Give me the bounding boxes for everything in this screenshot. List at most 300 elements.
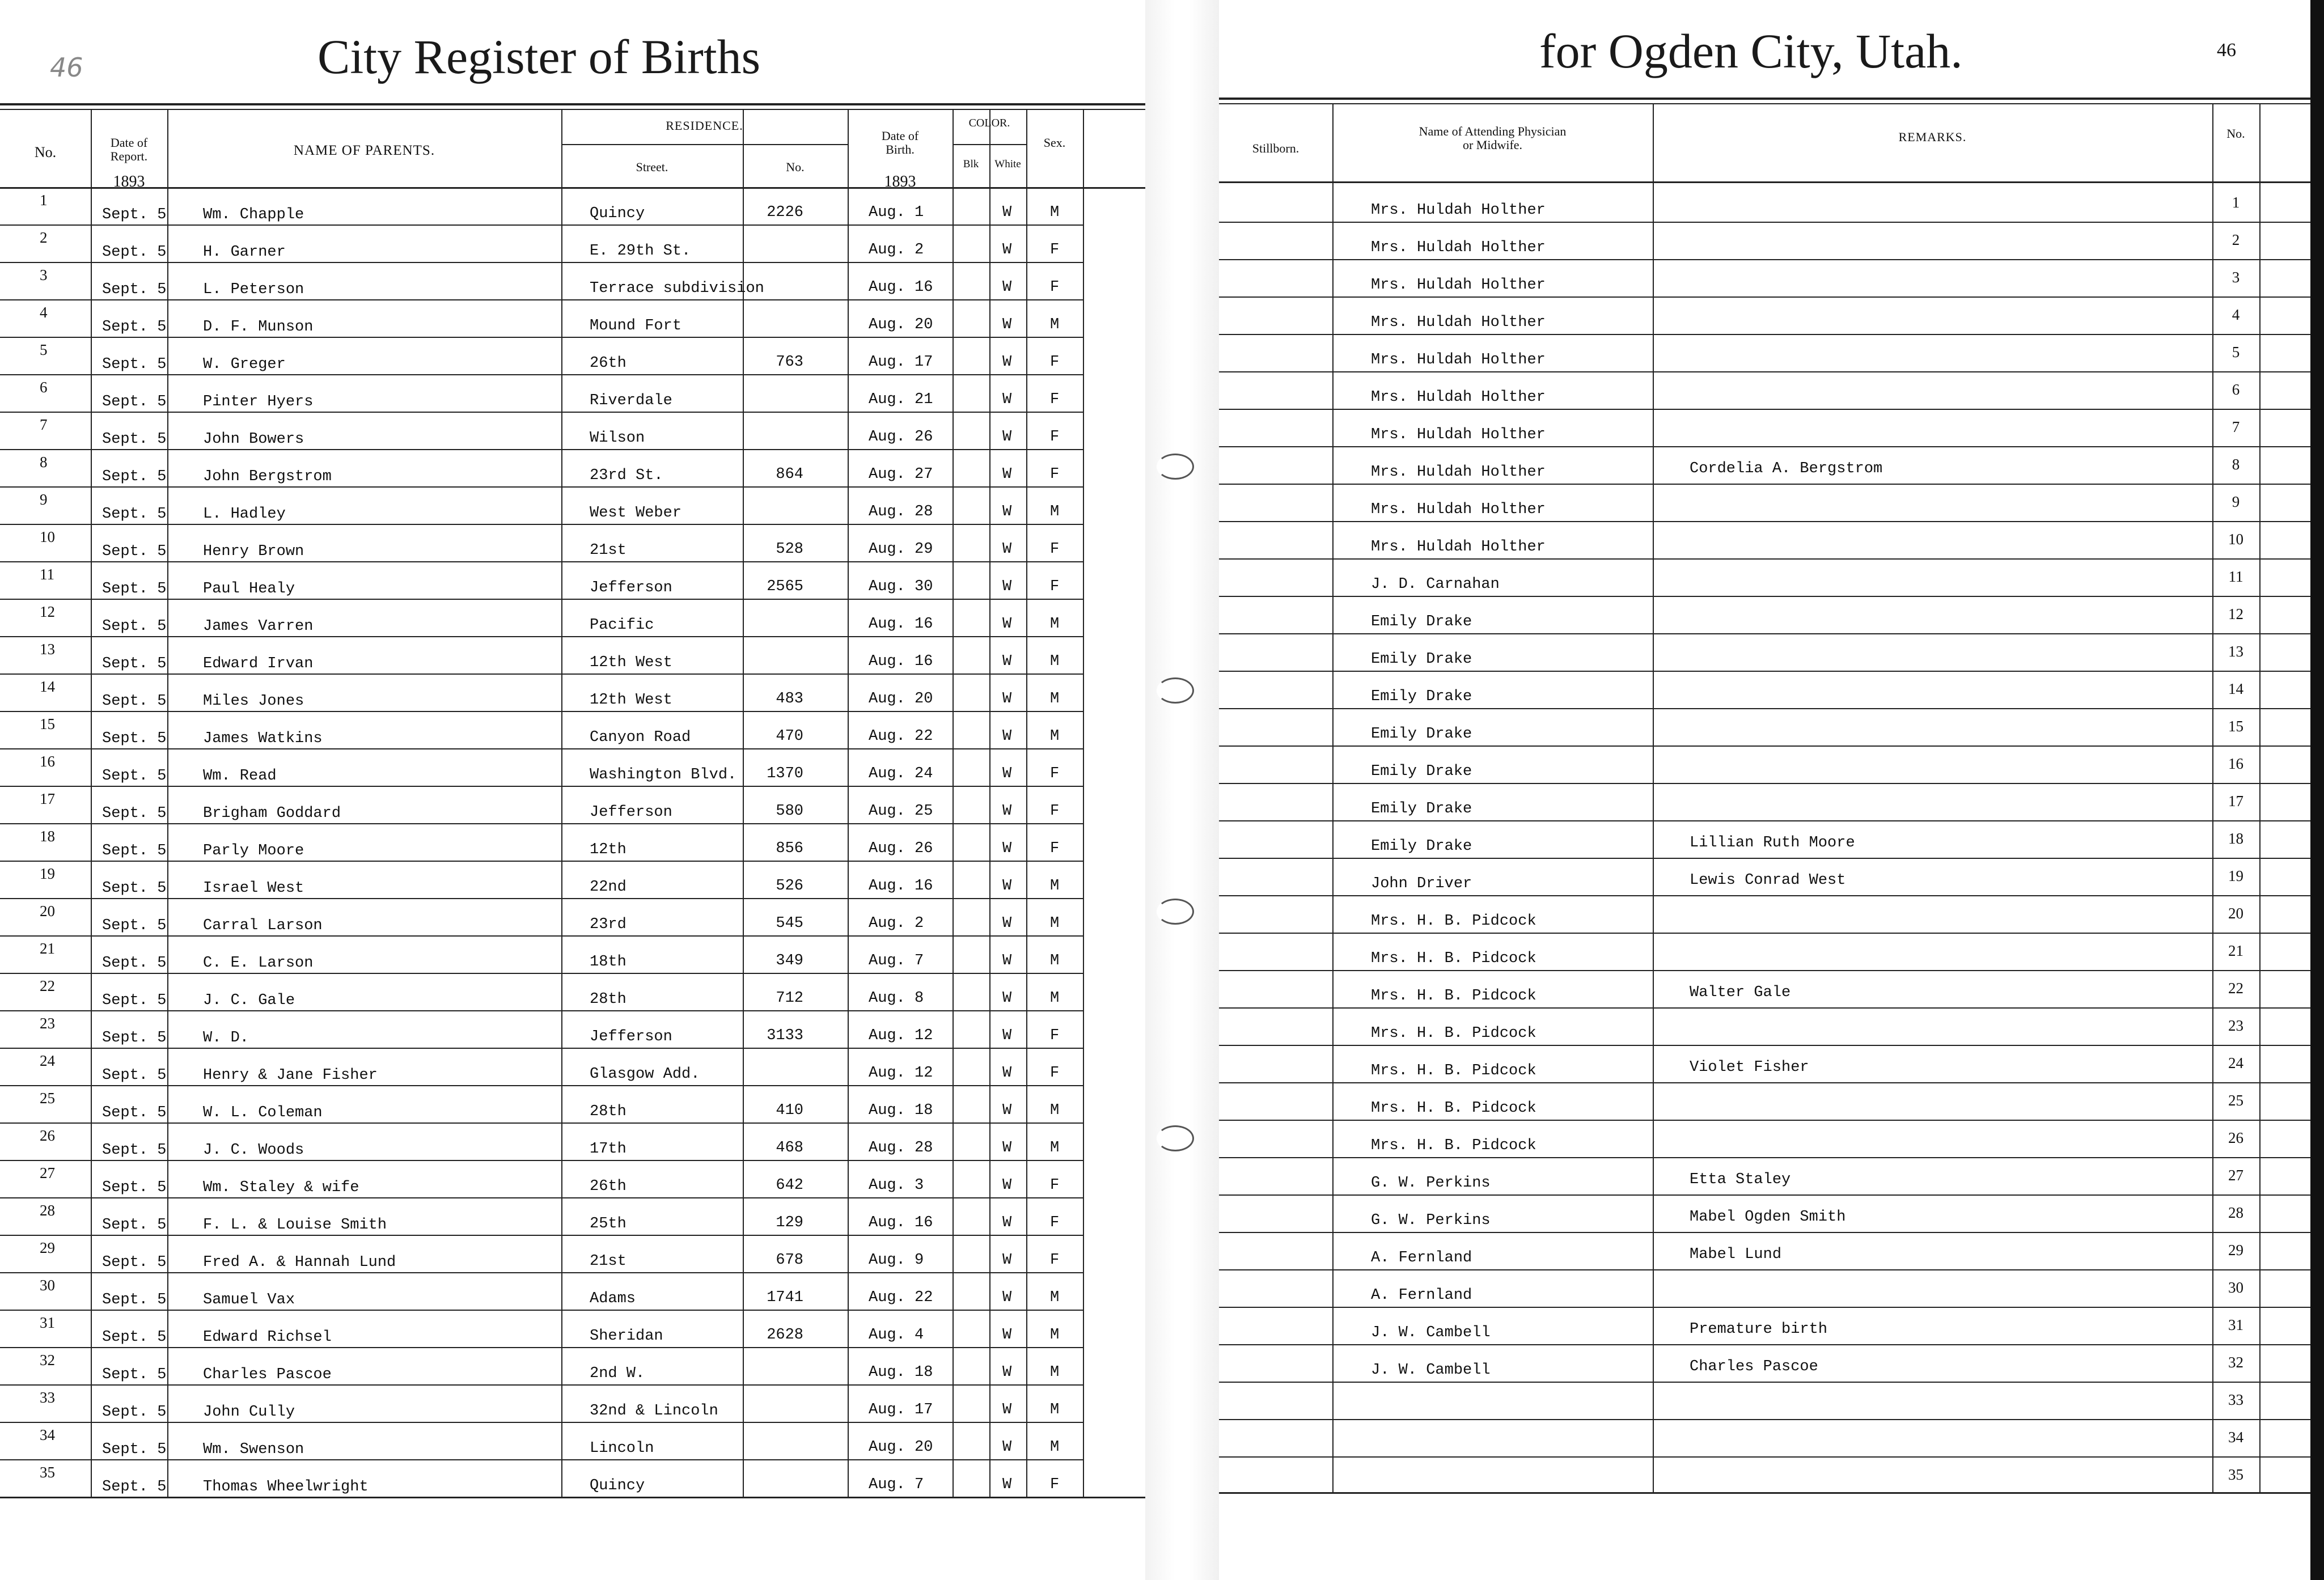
table-row [0, 412, 1145, 449]
color-value: W [1002, 653, 1012, 670]
parent-name: Wm. Swenson [203, 1441, 304, 1458]
color-value: W [1002, 915, 1012, 932]
row-rule [1219, 708, 2310, 709]
sex-value: F [1050, 578, 1060, 595]
birth-date: Aug. 17 [869, 1401, 933, 1418]
table-row [0, 973, 1145, 1010]
report-date: Sept. 5 [102, 992, 167, 1009]
report-date: Sept. 5 [102, 468, 167, 485]
sex-value: F [1050, 1027, 1060, 1044]
row-number: 11 [2228, 568, 2243, 585]
street-name: Pacific [590, 617, 654, 634]
report-date: Sept. 5 [102, 768, 167, 785]
handwritten-page-number: 46 [50, 52, 83, 83]
physician-name: Emily Drake [1371, 688, 1472, 705]
street-name: Quincy [590, 1477, 645, 1494]
row-rule [1219, 484, 2310, 485]
physician-name: Mrs. Huldah Holther [1371, 501, 1546, 518]
color-value: W [1002, 466, 1012, 483]
color-value: W [1002, 503, 1012, 520]
row-number: 11 [40, 566, 54, 583]
color-value: W [1002, 1327, 1012, 1344]
street-number: 1741 [767, 1289, 803, 1306]
color-value: W [1002, 1177, 1012, 1194]
physician-name: John Driver [1371, 875, 1472, 892]
parent-name: Edward Irvan [203, 655, 314, 672]
report-date: Sept. 5 [102, 1441, 167, 1458]
parent-name: Henry & Jane Fisher [203, 1067, 378, 1084]
table-row [0, 599, 1145, 636]
color-value: W [1002, 204, 1012, 221]
physician-name: Mrs. Huldah Holther [1371, 239, 1546, 256]
table-row [0, 374, 1145, 412]
row-number: 35 [40, 1464, 55, 1481]
street-name: Adams [590, 1290, 636, 1307]
header-year-report: 1893 [113, 173, 145, 190]
row-number: 8 [2232, 456, 2240, 473]
table-row [1219, 935, 2310, 973]
header-top-rule [0, 103, 1145, 105]
physician-name: Mrs. H. B. Pidcock [1371, 1025, 1536, 1042]
row-number: 25 [40, 1090, 55, 1107]
birth-date: Aug. 27 [869, 466, 933, 483]
row-number: 22 [2228, 980, 2243, 997]
parent-name: Wm. Staley & wife [203, 1179, 359, 1196]
remarks-text: Mabel Ogden Smith [1690, 1209, 1846, 1226]
birth-date: Aug. 20 [869, 316, 933, 333]
row-number: 14 [40, 678, 55, 695]
physician-name: Mrs. Huldah Holther [1371, 314, 1546, 331]
row-number: 19 [40, 865, 55, 882]
table-row [1219, 1422, 2310, 1459]
report-date: Sept. 5 [102, 842, 167, 859]
header-bottom-rule [1219, 181, 2310, 183]
parent-name: L. Hadley [203, 506, 286, 523]
page-edge-shadow [2310, 0, 2324, 1580]
birth-date: Aug. 28 [869, 503, 933, 520]
row-number: 7 [40, 416, 48, 433]
physician-name: Emily Drake [1371, 651, 1472, 668]
birth-date: Aug. 20 [869, 691, 933, 708]
report-date: Sept. 5 [102, 1217, 167, 1234]
header-residence: RESIDENCE. [666, 118, 743, 133]
table-row [0, 1048, 1145, 1085]
street-name: Jefferson [590, 804, 672, 821]
birth-date: Aug. 16 [869, 1214, 933, 1231]
birth-date: Aug. 22 [869, 1289, 933, 1306]
page-number: 46 [2217, 40, 2236, 61]
table-row [1219, 1347, 2310, 1384]
parent-name: J. C. Woods [203, 1142, 304, 1159]
street-name: Mound Fort [590, 317, 682, 334]
color-value: W [1002, 1252, 1012, 1269]
table-row [1219, 524, 2310, 561]
remarks-text: Mabel Lund [1690, 1246, 1782, 1263]
header-name-of-parents: NAME OF PARENTS. [293, 143, 435, 158]
report-date: Sept. 5 [102, 618, 167, 635]
row-rule [1219, 222, 2310, 223]
parent-name: F. L. & Louise Smith [203, 1217, 387, 1234]
header-stillborn: Stillborn. [1252, 141, 1299, 155]
sex-value: F [1050, 1065, 1060, 1082]
row-rule [1219, 409, 2310, 410]
table-row [1219, 337, 2310, 374]
street-name: 26th [590, 355, 626, 372]
physician-name: Mrs. H. B. Pidcock [1371, 950, 1536, 967]
row-number: 7 [2232, 418, 2240, 435]
table-row [0, 1347, 1145, 1384]
parent-name: Fred A. & Hannah Lund [203, 1254, 396, 1271]
sex-value: F [1050, 391, 1060, 408]
report-date: Sept. 5 [102, 655, 167, 672]
register-title-left: City Register of Births [318, 29, 761, 84]
street-name: Lincoln [590, 1440, 654, 1457]
table-row [1219, 823, 2310, 861]
table-row [1219, 187, 2310, 224]
street-name: Glasgow Add. [590, 1066, 700, 1083]
street-name: Jefferson [590, 1028, 672, 1045]
parent-name: W. D. [203, 1030, 249, 1047]
row-rule [1219, 1045, 2310, 1046]
parent-name: W. Greger [203, 356, 286, 373]
color-value: W [1002, 242, 1012, 259]
header-no-right: No. [2226, 126, 2245, 141]
header-street-no: No. [786, 160, 805, 174]
table-row [1219, 449, 2310, 486]
street-name: 17th [590, 1141, 626, 1158]
color-value: W [1002, 1102, 1012, 1119]
report-date: Sept. 5 [102, 917, 167, 934]
row-number: 23 [2228, 1017, 2243, 1034]
row-rule [1219, 558, 2310, 560]
street-name: Washington Blvd. [590, 766, 737, 783]
table-bottom-rule [0, 1497, 1145, 1498]
row-number: 18 [2228, 830, 2243, 847]
row-number: 6 [2232, 381, 2240, 398]
remarks-text: Lewis Conrad West [1690, 872, 1846, 889]
parent-name: Paul Healy [203, 581, 295, 598]
parent-name: H. Garner [203, 244, 286, 261]
table-row [0, 636, 1145, 673]
table-row [1219, 898, 2310, 935]
street-name: 28th [590, 991, 626, 1008]
birth-date: Aug. 7 [869, 1476, 924, 1493]
row-rule [1219, 1269, 2310, 1270]
row-number: 29 [2228, 1242, 2243, 1259]
color-value: W [1002, 1401, 1012, 1418]
row-rule [1219, 970, 2310, 971]
physician-name: Emily Drake [1371, 800, 1472, 817]
book-gutter [1145, 0, 1219, 1580]
report-date: Sept. 5 [102, 1104, 167, 1121]
street-number: 712 [776, 990, 803, 1007]
row-number: 18 [40, 828, 55, 845]
table-row [0, 224, 1145, 262]
remarks-text: Walter Gale [1690, 984, 1791, 1001]
remarks-text: Cordelia A. Bergstrom [1690, 460, 1883, 477]
birth-date: Aug. 24 [869, 765, 933, 782]
table-row [1219, 1160, 2310, 1197]
table-row [0, 1160, 1145, 1197]
table-row [1219, 1122, 2310, 1160]
table-row [0, 935, 1145, 973]
table-row [1219, 1459, 2310, 1497]
header-date-birth: Date of Birth. [881, 129, 919, 157]
street-name: 12th West [590, 654, 672, 671]
report-date: Sept. 5 [102, 693, 167, 710]
birth-date: Aug. 16 [869, 279, 933, 296]
birth-date: Aug. 18 [869, 1102, 933, 1119]
row-number: 24 [2228, 1054, 2243, 1071]
physician-name: Mrs. Huldah Holther [1371, 389, 1546, 406]
street-name: 32nd & Lincoln [590, 1403, 718, 1420]
row-number: 32 [40, 1352, 55, 1369]
color-value: W [1002, 952, 1012, 969]
sex-value: F [1050, 1177, 1060, 1194]
row-number: 28 [40, 1202, 55, 1219]
row-number: 4 [40, 304, 48, 321]
row-number: 35 [2228, 1466, 2243, 1483]
color-value: W [1002, 1364, 1012, 1381]
table-row [1219, 673, 2310, 711]
parent-name: J. C. Gale [203, 992, 295, 1009]
row-rule [1219, 1232, 2310, 1233]
row-rule [1219, 1456, 2310, 1458]
table-row [1219, 374, 2310, 412]
report-date: Sept. 5 [102, 1479, 167, 1496]
parent-name: Thomas Wheelwright [203, 1479, 369, 1496]
header-top-rule [1219, 98, 2310, 100]
row-number: 31 [2228, 1316, 2243, 1333]
register-title-right: for Ogden City, Utah. [1539, 24, 1963, 78]
row-number: 34 [2228, 1429, 2243, 1446]
remarks-text: Etta Staley [1690, 1171, 1791, 1188]
report-date: Sept. 5 [102, 880, 167, 897]
sex-value: F [1050, 541, 1060, 558]
table-row [0, 561, 1145, 599]
table-row [1219, 636, 2310, 673]
sex-value: F [1050, 765, 1060, 782]
street-number: 763 [776, 354, 803, 371]
street-name: 26th [590, 1178, 626, 1195]
color-value: W [1002, 990, 1012, 1007]
row-rule [1219, 1120, 2310, 1121]
sex-value: F [1050, 1252, 1060, 1269]
row-number: 4 [2232, 306, 2240, 323]
physician-name: Emily Drake [1371, 726, 1472, 743]
right-register-page [1219, 0, 2324, 1580]
report-date: Sept. 5 [102, 281, 167, 298]
sex-value: M [1050, 1439, 1060, 1456]
street-name: 12th [590, 841, 626, 858]
color-value: W [1002, 1140, 1012, 1157]
table-row [0, 337, 1145, 374]
birth-date: Aug. 29 [869, 541, 933, 558]
color-value: W [1002, 728, 1012, 745]
table-row [1219, 1085, 2310, 1122]
physician-name: G. W. Perkins [1371, 1212, 1491, 1229]
sex-value: F [1050, 803, 1060, 820]
table-row [0, 1197, 1145, 1235]
birth-date: Aug. 26 [869, 429, 933, 446]
table-row [1219, 786, 2310, 823]
color-value: W [1002, 1289, 1012, 1306]
parent-name: John Bowers [203, 431, 304, 448]
birth-date: Aug. 12 [869, 1065, 933, 1082]
table-row [0, 1010, 1145, 1048]
sex-value: M [1050, 1102, 1060, 1119]
row-number: 31 [40, 1314, 55, 1331]
parent-name: Carral Larson [203, 917, 323, 934]
birth-date: Aug. 28 [869, 1140, 933, 1157]
physician-name: Mrs. Huldah Holther [1371, 351, 1546, 368]
row-rule [1219, 671, 2310, 672]
table-row [1219, 861, 2310, 898]
birth-date: Aug. 30 [869, 578, 933, 595]
table-row [0, 1085, 1145, 1122]
parent-name: John Bergstrom [203, 468, 332, 485]
row-rule [1219, 1344, 2310, 1345]
birth-date: Aug. 8 [869, 990, 924, 1007]
row-rule [1219, 446, 2310, 447]
table-row [1219, 299, 2310, 337]
row-rule [1219, 1157, 2310, 1158]
row-number: 27 [40, 1164, 55, 1181]
table-row [1219, 1048, 2310, 1085]
remarks-text: Charles Pascoe [1690, 1358, 1818, 1375]
physician-name: Mrs. Huldah Holther [1371, 539, 1546, 556]
row-number: 30 [2228, 1279, 2243, 1296]
row-number: 1 [40, 192, 48, 209]
street-number: 468 [776, 1140, 803, 1157]
row-rule [1219, 334, 2310, 335]
header-street: Street. [636, 160, 668, 174]
street-name: West Weber [590, 505, 682, 522]
row-number: 20 [2228, 905, 2243, 922]
row-number: 10 [40, 528, 55, 545]
physician-name: A. Fernland [1371, 1249, 1472, 1266]
row-rule [1219, 296, 2310, 298]
street-number: 856 [776, 840, 803, 857]
row-rule [1219, 371, 2310, 372]
row-number: 15 [40, 715, 55, 732]
table-row [0, 673, 1145, 711]
row-number: 5 [2232, 344, 2240, 361]
residence-subrule [561, 144, 848, 145]
report-date: Sept. 5 [102, 581, 167, 598]
row-number: 26 [2228, 1129, 2243, 1146]
report-date: Sept. 5 [102, 1030, 167, 1047]
street-number: 1370 [767, 765, 803, 782]
birth-date: Aug. 18 [869, 1364, 933, 1381]
street-number: 410 [776, 1102, 803, 1119]
row-rule [1219, 1419, 2310, 1420]
sex-value: M [1050, 653, 1060, 670]
header-year-birth: 1893 [884, 173, 916, 190]
header-blk: Blk [963, 158, 979, 170]
sex-value: M [1050, 204, 1060, 221]
report-date: Sept. 5 [102, 805, 167, 822]
color-value: W [1002, 1214, 1012, 1231]
color-value: W [1002, 541, 1012, 558]
table-row [0, 449, 1145, 486]
row-number: 6 [40, 379, 48, 396]
row-rule [1219, 596, 2310, 597]
row-number: 16 [40, 753, 55, 770]
street-name: 23rd St. [590, 467, 663, 484]
color-value: W [1002, 391, 1012, 408]
report-date: Sept. 5 [102, 1067, 167, 1084]
street-number: 2565 [767, 578, 803, 595]
physician-name: Mrs. H. B. Pidcock [1371, 913, 1536, 930]
header-remarks: REMARKS. [1898, 130, 1967, 144]
birth-date: Aug. 4 [869, 1327, 924, 1344]
header-sex: Sex. [1043, 135, 1066, 150]
parent-name: Brigham Goddard [203, 805, 341, 822]
row-rule [1219, 259, 2310, 260]
street-name: 22nd [590, 879, 626, 896]
table-row [1219, 412, 2310, 449]
birth-date: Aug. 3 [869, 1177, 924, 1194]
table-row [1219, 1272, 2310, 1310]
row-number: 13 [2228, 643, 2243, 660]
table-row [0, 524, 1145, 561]
row-number: 19 [2228, 867, 2243, 884]
table-row [0, 861, 1145, 898]
street-name: 21st [590, 1253, 626, 1270]
physician-name: Mrs. Huldah Holther [1371, 426, 1546, 443]
table-row [1219, 224, 2310, 262]
row-rule [1219, 933, 2310, 934]
row-number: 17 [40, 790, 55, 807]
report-date: Sept. 5 [102, 244, 167, 261]
street-name: 25th [590, 1215, 626, 1232]
parent-name: John Cully [203, 1404, 295, 1421]
sex-value: M [1050, 990, 1060, 1007]
report-date: Sept. 5 [102, 730, 167, 747]
table-row [1219, 1197, 2310, 1235]
color-value: W [1002, 691, 1012, 708]
report-date: Sept. 5 [102, 319, 167, 336]
street-name: Canyon Road [590, 729, 691, 746]
table-row [0, 898, 1145, 935]
street-name: Jefferson [590, 579, 672, 596]
row-number: 2 [40, 229, 48, 246]
row-number: 28 [2228, 1204, 2243, 1221]
row-rule [1219, 1307, 2310, 1308]
physician-name: Emily Drake [1371, 838, 1472, 855]
physician-name: A. Fernland [1371, 1287, 1472, 1304]
table-row [0, 1422, 1145, 1459]
color-value: W [1002, 1439, 1012, 1456]
birth-date: Aug. 26 [869, 840, 933, 857]
color-value: W [1002, 354, 1012, 371]
color-value: W [1002, 616, 1012, 633]
table-row [1219, 1235, 2310, 1272]
color-value: W [1002, 803, 1012, 820]
street-number: 545 [776, 915, 803, 932]
row-rule [1219, 783, 2310, 784]
color-value: W [1002, 316, 1012, 333]
table-row [1219, 262, 2310, 299]
street-number: 580 [776, 803, 803, 820]
birth-date: Aug. 17 [869, 354, 933, 371]
row-rule [1219, 820, 2310, 821]
row-number: 27 [2228, 1167, 2243, 1184]
sex-value: M [1050, 1401, 1060, 1418]
birth-date: Aug. 1 [869, 204, 924, 221]
sex-value: F [1050, 1476, 1060, 1493]
